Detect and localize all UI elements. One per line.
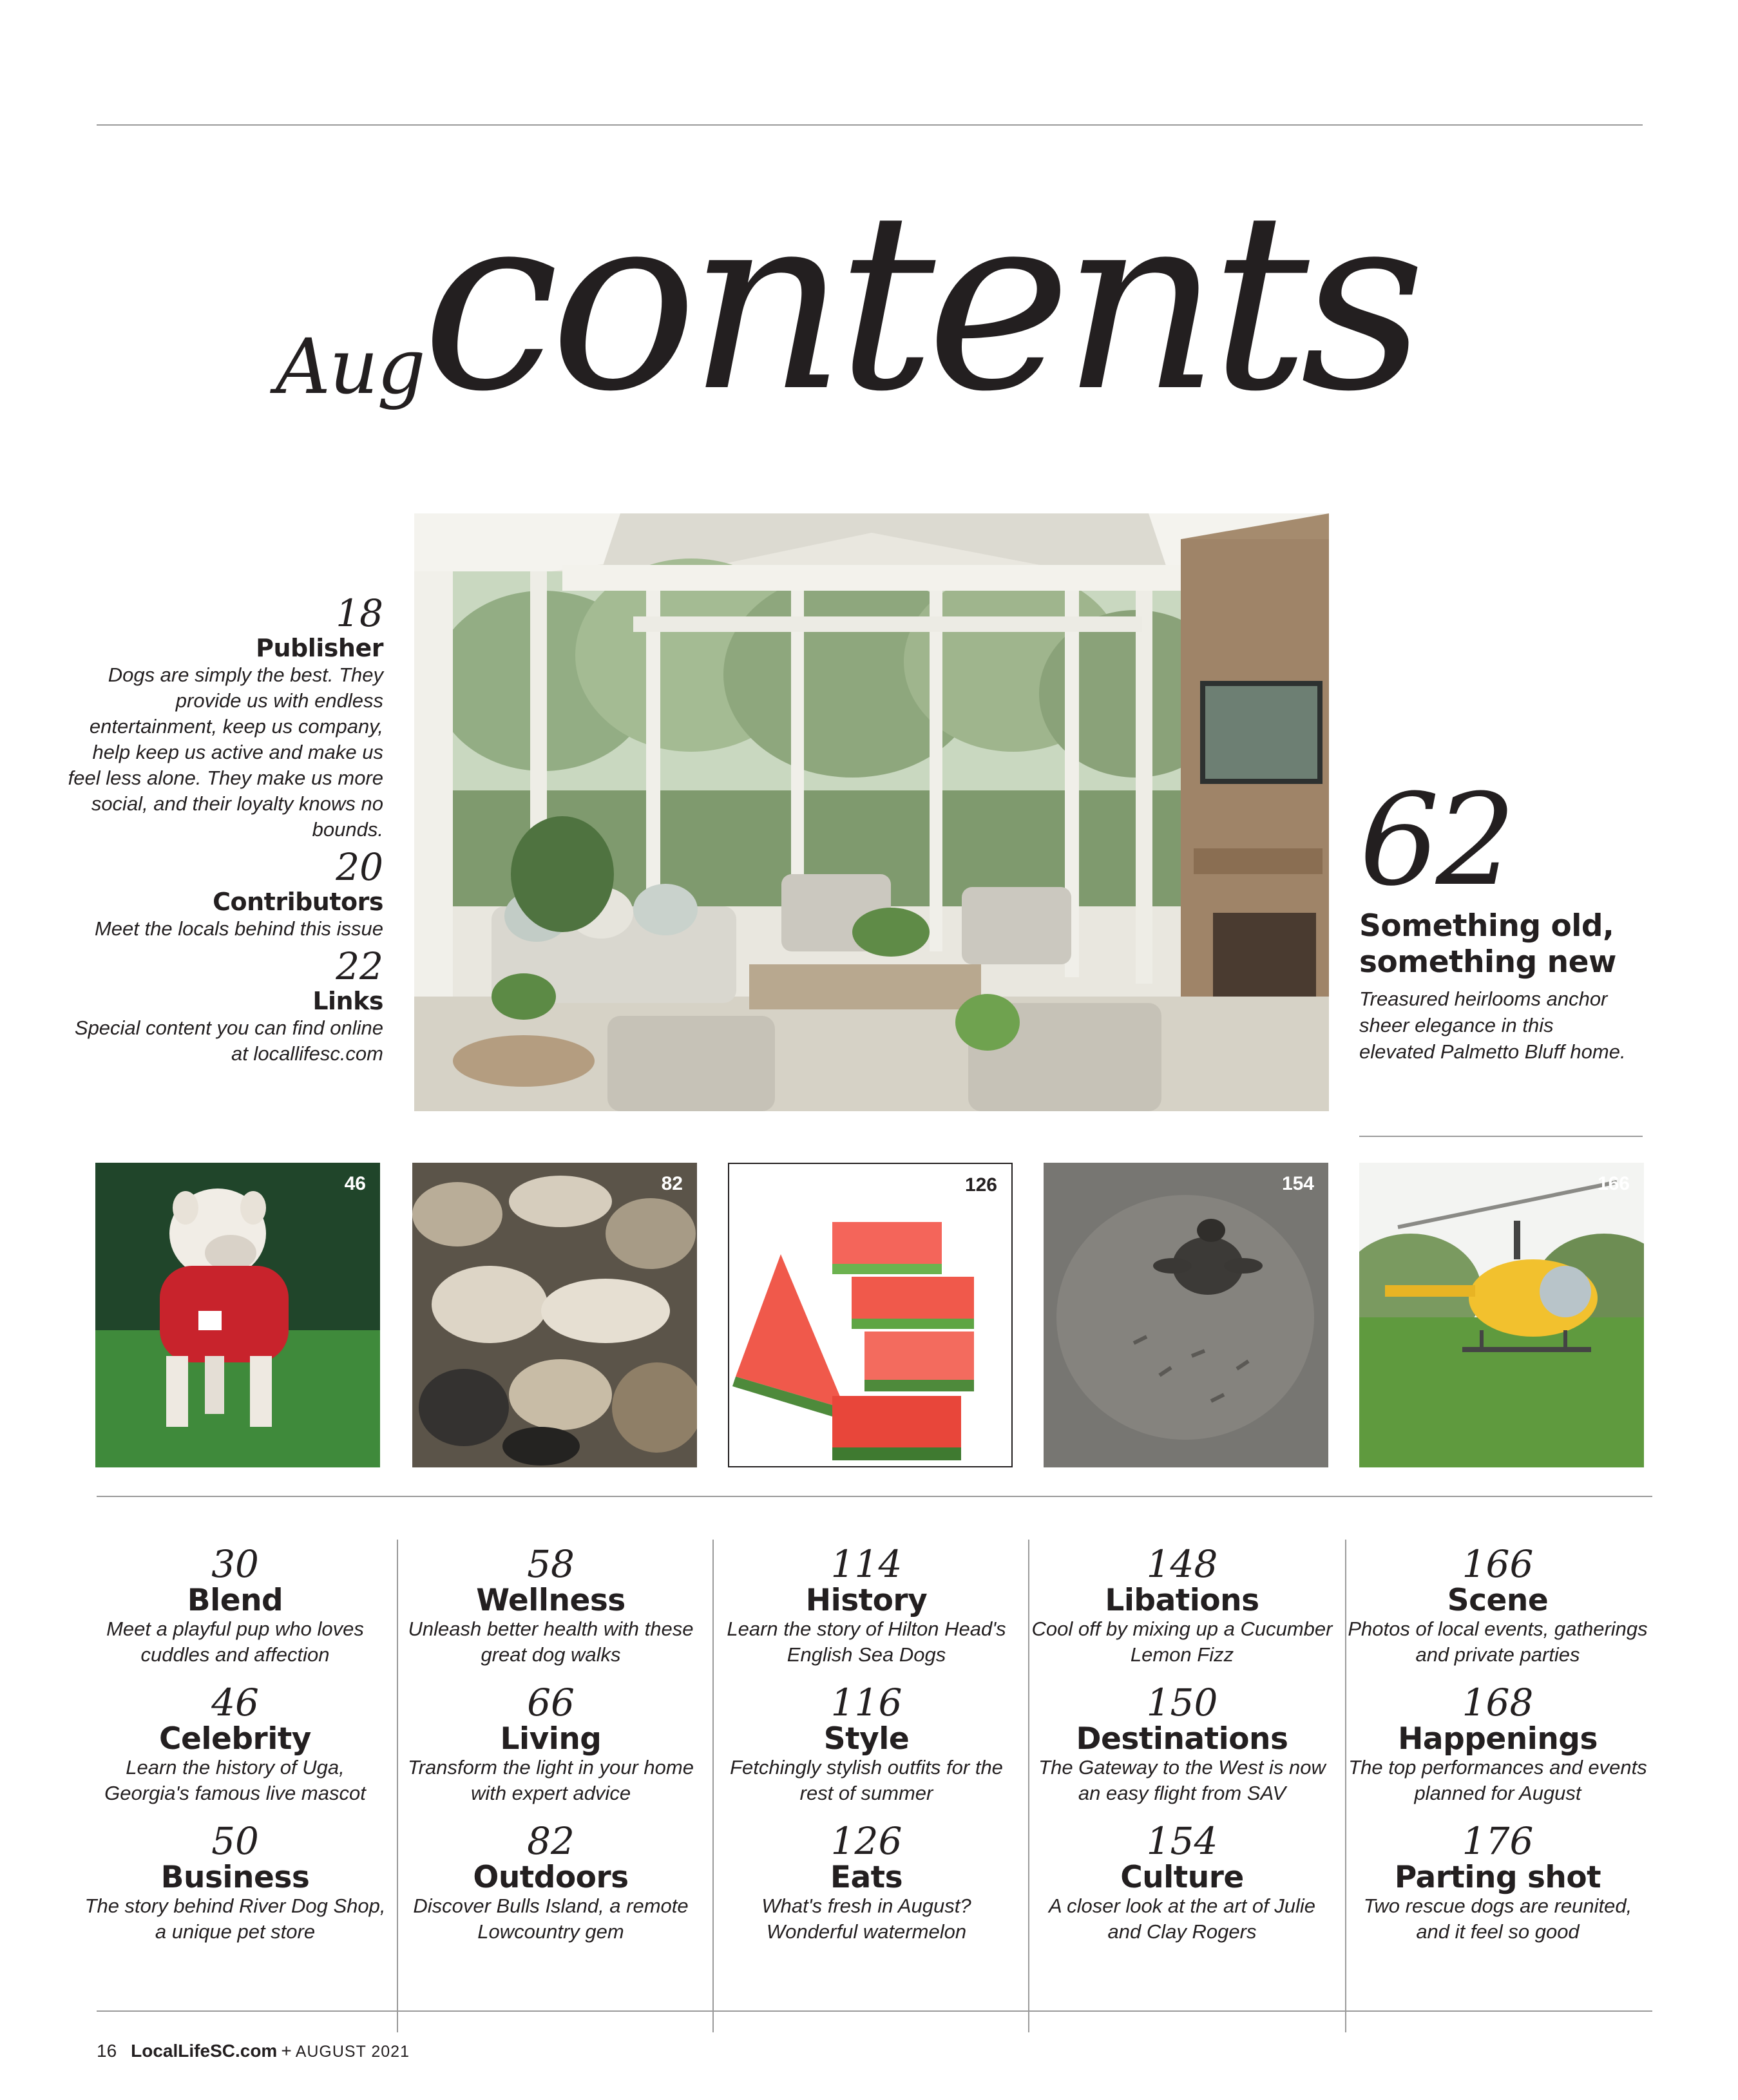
entry-scene[interactable] bbox=[1346, 1543, 1649, 1681]
page-number: 46 bbox=[211, 1681, 259, 1724]
thumbnail-helicopter[interactable] bbox=[1359, 1163, 1644, 1467]
column-divider bbox=[397, 1540, 398, 2032]
page-number: 30 bbox=[211, 1542, 259, 1586]
entry-description: Two rescue dogs are reunited, and it feel so good bbox=[1363, 1895, 1632, 1943]
entry-heading: Celebrity bbox=[159, 1721, 311, 1757]
entry-eats[interactable] bbox=[715, 1820, 1018, 1958]
entry-heading: Parting shot bbox=[1394, 1860, 1601, 1895]
grid-top-rule bbox=[97, 1496, 1652, 1497]
page-number: 148 bbox=[1146, 1542, 1218, 1586]
middle-rule bbox=[1359, 1136, 1643, 1137]
masthead-month: Aug bbox=[276, 322, 425, 411]
entry-heading: Scene bbox=[1447, 1583, 1549, 1618]
entry-description: Meet the locals behind this issue bbox=[94, 917, 383, 940]
thumbnail-watermelon[interactable] bbox=[728, 1163, 1013, 1467]
entry-heading: Eats bbox=[830, 1860, 903, 1895]
footer-site-link[interactable]: LocalLifeSC.com bbox=[131, 2041, 278, 2061]
entry-heading: Libations bbox=[1105, 1583, 1259, 1618]
entry-description: Transform the light in your home with expert advice bbox=[408, 1756, 694, 1804]
entry-heading: Publisher bbox=[256, 634, 383, 662]
column-1 bbox=[84, 1543, 387, 1958]
page-number: 116 bbox=[830, 1681, 902, 1724]
entry-heading: Living bbox=[500, 1721, 602, 1757]
entry-description: The Gateway to the West is now an easy flight from SAV bbox=[1038, 1756, 1326, 1804]
page-number: 58 bbox=[527, 1542, 575, 1586]
thumbnail-page-badge: 82 bbox=[661, 1173, 683, 1194]
thumbnail-bulldog[interactable] bbox=[95, 1163, 380, 1467]
column-divider bbox=[712, 1540, 714, 2032]
entry-description: Cool off by mixing up a Cucumber Lemon Fizz bbox=[1031, 1618, 1333, 1666]
column-4 bbox=[1031, 1543, 1333, 1958]
entry-links[interactable] bbox=[64, 946, 383, 1067]
thumbnail-page-badge: 154 bbox=[1281, 1173, 1314, 1194]
footer-page-number: 16 bbox=[97, 2041, 117, 2061]
entry-heading: Destinations bbox=[1076, 1721, 1288, 1757]
thumbnail-page-badge: 166 bbox=[1597, 1173, 1630, 1194]
entry-heading: Outdoors bbox=[473, 1860, 629, 1895]
masthead-title: contents bbox=[422, 160, 1417, 445]
entry-description: Learn the history of Uga, Georgia's famous live mascot bbox=[104, 1756, 366, 1804]
entry-parting-shot[interactable] bbox=[1346, 1820, 1649, 1958]
top-rule bbox=[97, 124, 1643, 126]
thumbnail-shells[interactable] bbox=[412, 1163, 697, 1467]
column-5 bbox=[1346, 1543, 1649, 1958]
page-number: 166 bbox=[1462, 1542, 1534, 1586]
entry-description: Dogs are simply the best. They provide us with endless entertainment, keep us company, help keep us active and make us feel less alone. They make us more social, and their loyalty knows no bounds. bbox=[68, 663, 383, 841]
entry-heading: Links bbox=[312, 987, 383, 1015]
feature-entry[interactable] bbox=[1359, 767, 1630, 1065]
page-number: 66 bbox=[527, 1681, 575, 1724]
page-number: 50 bbox=[211, 1819, 259, 1863]
thumbnail-page-badge: 46 bbox=[344, 1173, 366, 1194]
footer-separator: + bbox=[281, 2041, 292, 2061]
entry-libations[interactable] bbox=[1031, 1543, 1333, 1681]
page-number: 22 bbox=[336, 944, 383, 988]
page-number: 154 bbox=[1146, 1819, 1218, 1863]
entry-description: Discover Bulls Island, a remote Lowcountry gem bbox=[413, 1895, 689, 1943]
entry-history[interactable] bbox=[715, 1543, 1018, 1681]
entry-style[interactable] bbox=[715, 1681, 1018, 1820]
page-number: 176 bbox=[1462, 1819, 1534, 1863]
footer-issue: AUGUST 2021 bbox=[295, 2043, 410, 2061]
column-3 bbox=[715, 1543, 1018, 1958]
entry-description: Fetchingly stylish outfits for the rest of summer bbox=[730, 1756, 1003, 1804]
entry-blend[interactable] bbox=[84, 1543, 387, 1681]
feature-heading: Something old, something new bbox=[1359, 908, 1616, 980]
entry-heading: Culture bbox=[1120, 1860, 1244, 1895]
entry-description: Unleash better health with these great dog walks bbox=[408, 1618, 694, 1666]
entry-heading: History bbox=[805, 1583, 928, 1618]
entry-outdoors[interactable] bbox=[399, 1820, 702, 1958]
entry-destinations[interactable] bbox=[1031, 1681, 1333, 1820]
entry-publisher[interactable] bbox=[64, 593, 383, 843]
page-number: 168 bbox=[1462, 1681, 1534, 1724]
page-number: 18 bbox=[336, 591, 383, 635]
entry-description: A closer look at the art of Julie and Clay Rogers bbox=[1048, 1895, 1316, 1943]
entry-wellness[interactable] bbox=[399, 1543, 702, 1681]
entry-heading: Contributors bbox=[213, 888, 383, 916]
entry-description: Photos of local events, gatherings and private parties bbox=[1348, 1618, 1648, 1666]
masthead bbox=[0, 160, 1738, 464]
feature-description: Treasured heirlooms anchor sheer elegance in this elevated Palmetto Bluff home. bbox=[1359, 988, 1626, 1063]
page-number: 114 bbox=[830, 1542, 902, 1586]
entry-business[interactable] bbox=[84, 1820, 387, 1958]
entry-heading: Style bbox=[823, 1721, 910, 1757]
entry-heading: Happenings bbox=[1398, 1721, 1598, 1757]
thumbnail-page-badge: 126 bbox=[964, 1174, 997, 1196]
page-footer bbox=[97, 2041, 410, 2061]
entry-description: What's fresh in August? Wonderful watermelon bbox=[761, 1895, 971, 1943]
feature-page-number: 62 bbox=[1359, 767, 1513, 914]
entry-heading: Blend bbox=[187, 1583, 283, 1618]
entry-living[interactable] bbox=[399, 1681, 702, 1820]
entry-description: Special content you can find online at locallifesc.com bbox=[74, 1017, 383, 1065]
left-entries bbox=[64, 593, 383, 1071]
entry-culture[interactable] bbox=[1031, 1820, 1333, 1958]
thumbnail-sea-turtle[interactable] bbox=[1044, 1163, 1328, 1467]
page-number: 126 bbox=[830, 1819, 902, 1863]
entry-celebrity[interactable] bbox=[84, 1681, 387, 1820]
page-number: 150 bbox=[1146, 1681, 1218, 1724]
entry-description: The story behind River Dog Shop, a unique pet store bbox=[84, 1895, 386, 1943]
entry-happenings[interactable] bbox=[1346, 1681, 1649, 1820]
column-2 bbox=[399, 1543, 702, 1958]
entry-description: Meet a playful pup who loves cuddles and affection bbox=[106, 1618, 364, 1666]
feature-photo-porch[interactable] bbox=[414, 513, 1329, 1111]
page-number: 20 bbox=[336, 845, 383, 889]
entry-description: Learn the story of Hilton Head's English Sea Dogs bbox=[727, 1618, 1006, 1666]
entry-heading: Business bbox=[160, 1860, 310, 1895]
entry-description: The top performances and events planned for August bbox=[1348, 1756, 1647, 1804]
column-divider bbox=[1028, 1540, 1029, 2032]
entry-heading: Wellness bbox=[476, 1583, 625, 1618]
grid-bottom-rule bbox=[97, 2010, 1652, 2012]
page-number: 82 bbox=[527, 1819, 575, 1863]
entry-contributors[interactable] bbox=[64, 846, 383, 942]
